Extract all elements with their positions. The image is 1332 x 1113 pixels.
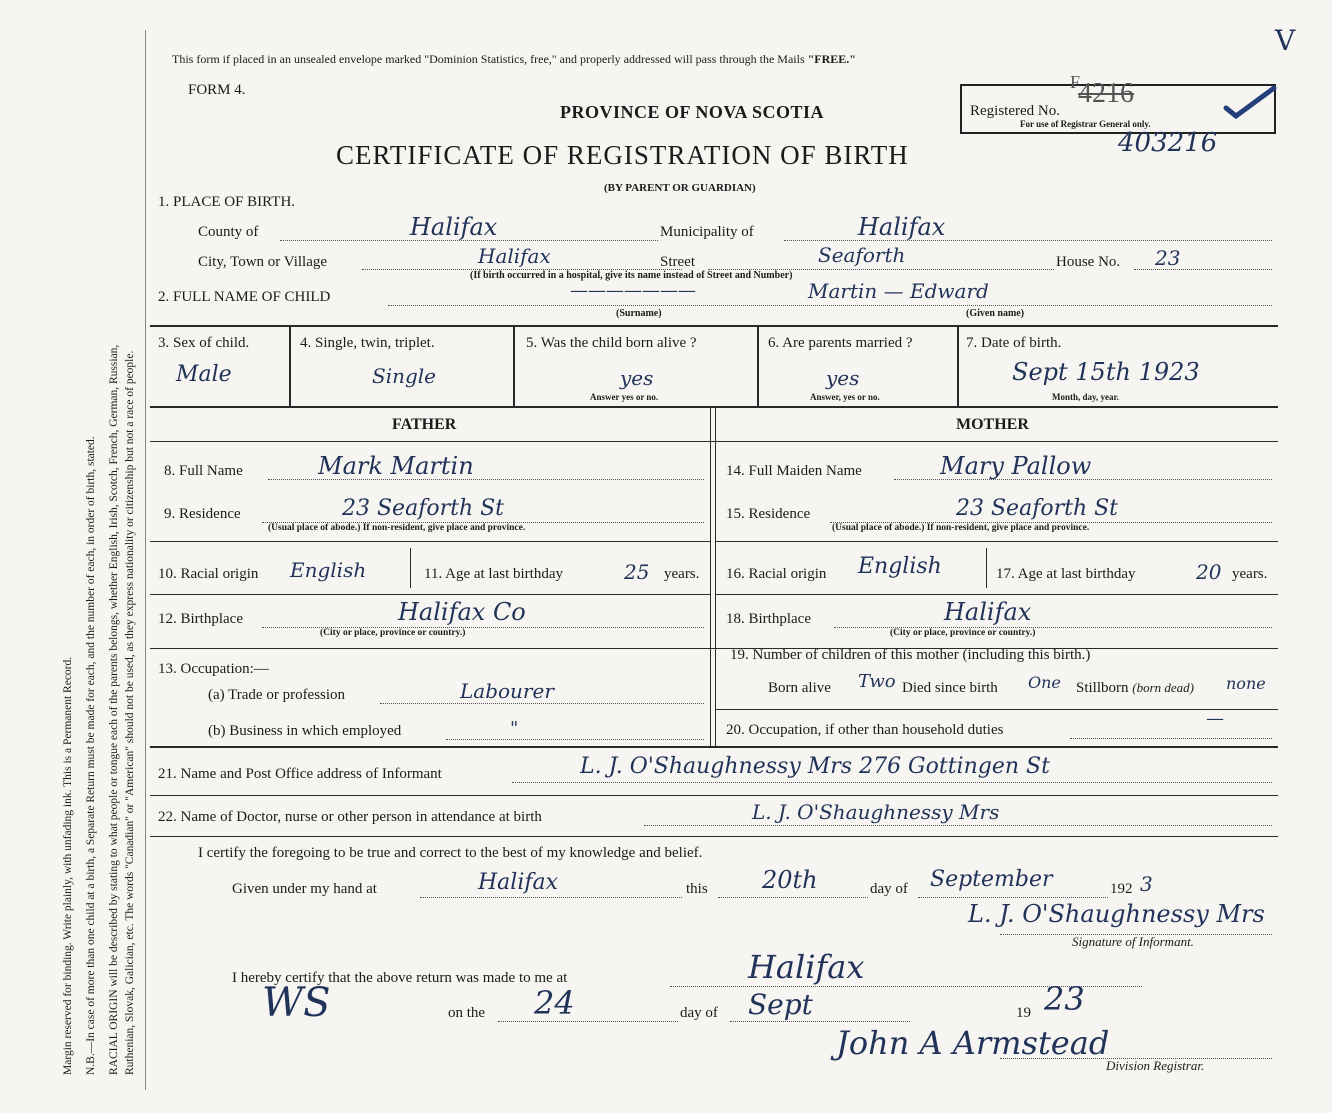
row3-divider-2 [513,325,515,406]
mail-notice-text: This form if placed in an unsealed envelope marked "Dominion Statistics, free," and properly addressed will pass through the Mails [172,52,805,66]
mother-birthplace-caption: (City or place, province or country.) [890,628,1036,638]
mother-occupation-value[interactable]: — [1206,708,1224,729]
province-heading: PROVINCE OF NOVA SCOTIA [560,102,825,122]
mail-free: "FREE." [807,52,856,66]
city-value[interactable]: Halifax [478,244,551,268]
attendant-value[interactable]: L. J. O'Shaughnessy Mrs [752,800,1000,824]
father-business-value[interactable]: " [510,718,519,739]
handwritten-number: 403216 [1118,128,1218,158]
given-day-line [718,897,868,898]
father-trade-label: (a) Trade or profession [208,687,346,703]
county-value[interactable]: Halifax [410,213,498,241]
informant-label: 21. Name and Post Office address of Informant [158,766,442,782]
certificate-title: CERTIFICATE OF REGISTRATION OF BIRTH [336,140,909,170]
registrar-month-line [730,1021,910,1022]
municipality-value[interactable]: Halifax [858,213,946,241]
parents-heading-rule [150,441,1278,442]
mother-birthplace-label: 18. Birthplace [726,611,811,627]
mother-residence-rule [716,541,1278,542]
row3-top-border [150,325,1278,327]
registrar-note: For use of Registrar General only. [1020,119,1151,129]
father-residence-rule [150,541,710,542]
mail-notice [172,52,856,67]
registered-prefix: F [1070,72,1081,92]
father-residence-caption: (Usual place of abode.) If non-resident, give place and province. [268,523,526,533]
margin-note-3: RACIAL ORIGIN will be described by stating to what people or tongue each of the parents belongs, whether English, Irish, Scotch, French, German, Russian, [108,344,120,1075]
date-of-birth-label: 7. Date of birth. [966,335,1062,351]
this-label: this [686,881,708,897]
margin-note-2: N.B.—In case of more than one child at a birth, a Separate Return must be made for each, and the number of each, in order of birth, stated. [85,436,97,1075]
row3-bottom-border [150,406,1278,408]
mother-name-label: 14. Full Maiden Name [726,463,862,479]
father-trade-value[interactable]: Labourer [460,679,554,703]
registrar-month-value[interactable]: Sept [748,988,813,1021]
registrar-statement: I hereby certify that the above return was made to me at [232,970,568,986]
municipality-label: Municipality of [660,224,754,240]
given-under-hand-label: Given under my hand at [232,881,377,897]
father-birthplace-label: 12. Birthplace [158,611,243,627]
mother-age-label: 17. Age at last birthday [996,566,1136,582]
father-age-label: 11. Age at last birthday [424,566,563,582]
house-label: House No. [1056,254,1121,270]
margin-border [145,30,146,1090]
registrar-signature-caption: Division Registrar. [1106,1058,1205,1073]
stillborn-label-text: Stillborn [1076,680,1129,696]
mother-racial-value[interactable]: English [858,554,942,579]
father-occupation-label: 13. Occupation:— [158,661,269,677]
registrar-year-prefix: 19 [1016,1005,1031,1021]
father-heading: FATHER [392,416,457,433]
mother-age-unit: years. [1232,566,1268,582]
born-alive-answer[interactable]: yes [620,366,654,390]
certification-statement: I certify the foregoing to be true and correct to the best of my knowledge and belief. [198,845,703,861]
row3-divider-3 [757,325,759,406]
born-alive-question-label: 5. Was the child born alive ? [526,335,697,351]
registrar-place-value[interactable]: Halifax [748,948,865,986]
stillborn-count[interactable]: none [1226,674,1266,693]
given-month-line [918,897,1108,898]
margin-note-4: Ruthenian, Slovak, Galician, etc. The words "Canadian" or "American" should not be used, as they express nationality or citizenship but not a race of people. [124,350,136,1075]
born-alive-caption: Answer yes or no. [590,392,659,402]
child-name-label: 2. FULL NAME OF CHILD [158,289,331,305]
died-since-birth-count[interactable]: One [1028,673,1061,692]
mother-children-label: 19. Number of children of this mother (including this birth.) [730,647,1091,663]
registered-number: 4216 [1078,78,1134,109]
father-birthplace-value[interactable]: Halifax Co [398,598,526,626]
mother-children-rule [716,709,1278,710]
father-racial-label: 10. Racial origin [158,566,259,582]
mother-residence-value[interactable]: 23 Seaforth St [956,496,1119,521]
father-residence-label: 9. Residence [164,506,241,522]
informant-line [512,782,1272,783]
attendant-bottom-rule [150,836,1278,837]
informant-signature[interactable]: L. J. O'Shaughnessy Mrs [968,900,1265,928]
father-residence-value[interactable]: 23 Seaforth St [342,496,505,521]
mother-racial-rule [716,594,1278,595]
child-name-line [388,305,1272,306]
date-of-birth-caption: Month, day, year. [1052,392,1119,402]
row3-divider-4 [957,325,959,406]
corner-check-mark: V [1275,24,1296,57]
mother-residence-caption: (Usual place of abode.) If non-resident, give place and province. [832,523,1090,533]
mother-residence-label: 15. Residence [726,506,811,522]
father-name-label: 8. Full Name [164,463,243,479]
registrar-day-of-label: day of [680,1005,718,1021]
registrar-day-value[interactable]: 24 [534,984,575,1022]
child-given-name-value[interactable]: Martin — Edward [808,279,989,303]
street-value[interactable]: Seaforth [818,243,906,267]
father-trade-line [380,703,704,704]
registrar-on-the-label: on the [448,1005,486,1021]
row3-divider-1 [289,325,291,406]
father-business-line [446,739,704,740]
informant-signature-caption: Signature of Informant. [1072,934,1194,949]
street-label: Street [660,254,695,270]
plurality-label: 4. Single, twin, triplet. [300,335,435,351]
given-place-value[interactable]: Halifax [478,870,559,895]
mother-birthplace-value[interactable]: Halifax [944,598,1032,626]
mother-racial-label: 16. Racial origin [726,566,827,582]
registrar-year-suffix[interactable]: 23 [1044,980,1085,1018]
informant-value[interactable]: L. J. O'Shaughnessy Mrs 276 Gottingen St [580,754,1050,779]
father-birthplace-caption: (City or place, province or country.) [320,628,466,638]
plurality-value[interactable]: Single [372,364,437,388]
house-value[interactable]: 23 [1155,246,1181,270]
registration-checkmark-icon [1222,84,1278,124]
given-month-value[interactable]: September [930,867,1053,892]
sex-value[interactable]: Male [176,362,232,387]
child-surname-value[interactable]: ——————— [570,280,696,301]
registrar-signature[interactable]: John A Armstead [836,1024,1110,1062]
given-name-caption: (Given name) [966,308,1025,319]
surname-caption: (Surname) [616,308,662,319]
given-day-of-label: day of [870,881,908,897]
given-year-suffix[interactable]: 3 [1140,872,1153,896]
margin-note-1: Margin reserved for binding. Write plainly, with unfading ink. This is a Permanent Record. [62,656,74,1075]
certificate-subtitle: (BY PARENT OR GUARDIAN) [604,182,756,194]
father-racial-rule [150,594,710,595]
attendant-line [644,825,1272,826]
informant-bottom-rule [150,795,1278,796]
date-of-birth-value[interactable]: Sept 15th 1923 [1012,358,1200,386]
mother-occupation-label: 20. Occupation, if other than household duties [726,722,1004,738]
given-day-value[interactable]: 20th [762,866,818,894]
born-alive-label: Born alive [768,680,831,696]
informant-top-rule [150,746,1278,748]
registrar-initials: WS [262,980,331,1026]
parents-center-divider-left [710,406,711,746]
city-label: City, Town or Village [198,254,328,270]
father-name-value[interactable]: Mark Martin [318,452,474,480]
parents-married-label: 6. Are parents married ? [768,335,913,351]
mother-occupation-line [1070,738,1272,739]
place-of-birth-label: 1. PLACE OF BIRTH. [158,194,296,210]
father-racial-value[interactable]: English [290,558,367,582]
mother-racial-divider [986,548,987,588]
born-alive-count[interactable]: Two [858,671,896,692]
parents-married-caption: Answer, yes or no. [810,392,880,402]
stillborn-label [1076,680,1194,697]
mother-age-value[interactable]: 20 [1196,560,1222,584]
father-racial-divider [410,548,411,588]
county-label: County of [198,224,259,240]
attendant-label: 22. Name of Doctor, nurse or other person in attendance at birth [158,809,542,825]
died-since-birth-label: Died since birth [902,680,998,696]
hospital-note: (If birth occurred in a hospital, give its name instead of Street and Number) [470,270,793,281]
form-number: FORM 4. [188,82,246,98]
stillborn-caption: (born dead) [1132,680,1195,695]
given-year-prefix: 192 [1110,881,1133,897]
given-place-line [420,897,682,898]
mother-name-value[interactable]: Mary Pallow [940,452,1092,480]
father-birthplace-rule [150,648,1278,649]
mother-heading: MOTHER [956,416,1029,433]
father-age-unit: years. [664,566,700,582]
parents-married-answer[interactable]: yes [826,366,860,390]
father-business-label: (b) Business in which employed [208,723,402,739]
registrar-day-line [498,1021,678,1022]
registered-label: Registered No. [970,103,1060,119]
sex-label: 3. Sex of child. [158,335,250,351]
father-age-value[interactable]: 25 [624,560,650,584]
parents-center-divider-right [715,406,716,746]
